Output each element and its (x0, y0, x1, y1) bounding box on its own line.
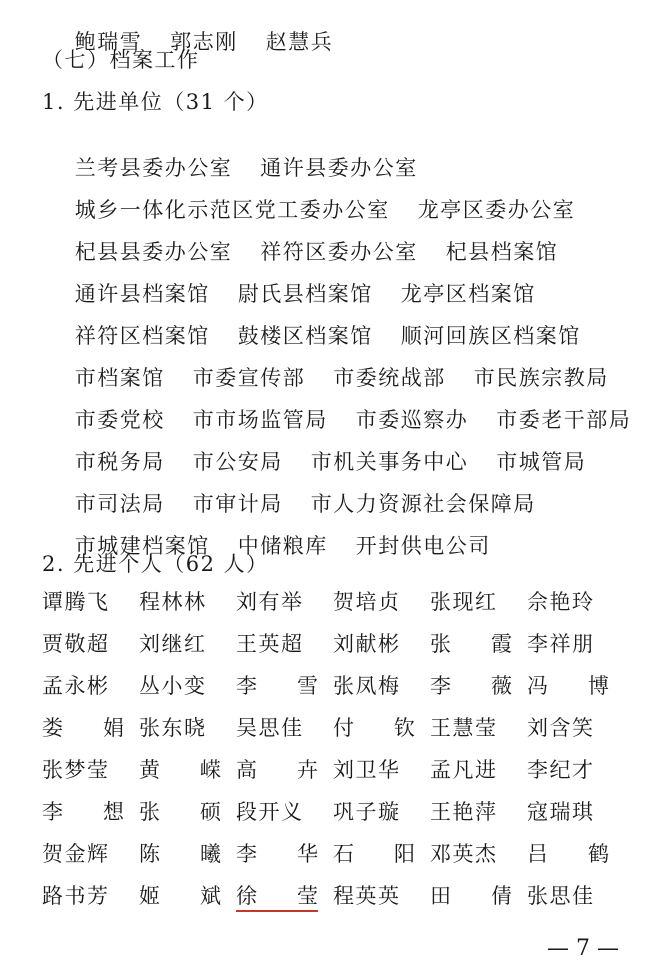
person-name: 谭腾飞 (42, 590, 110, 614)
unit-name: 龙亭区委办公室 (417, 198, 576, 222)
person-name: 邓英杰 (430, 842, 498, 866)
unit-name: 市委统战部 (333, 366, 446, 390)
unit-name: 市司法局 (74, 492, 165, 516)
person-name: 高 卉 (236, 758, 318, 782)
unit-name: 城乡一体化示范区党工委办公室 (74, 198, 390, 222)
unit-name: 开封供电公司 (355, 534, 491, 558)
person-name: 张现红 (430, 590, 498, 614)
unit-name: 市委巡察办 (355, 408, 469, 432)
person-name: 李 想 (42, 800, 124, 824)
unit-name: 杞县县委办公室 (74, 240, 233, 264)
person-name: 贺金辉 (42, 842, 110, 866)
units-heading: 1. 先进单位（31 个） (42, 90, 269, 114)
person-name: 孟永彬 (42, 674, 110, 698)
person-name: 刘含笑 (527, 716, 595, 740)
unit-name: 祥符区委办公室 (260, 240, 418, 264)
unit-name: 顺河回族区档案馆 (400, 324, 581, 348)
unit-name: 龙亭区档案馆 (400, 282, 536, 306)
person-name: 李 雪 (236, 674, 318, 698)
person-name: 石 阳 (333, 842, 415, 866)
person-name: 刘献彬 (333, 632, 401, 656)
unit-name: 市委老干部局 (496, 408, 632, 432)
person-name: 刘卫华 (333, 758, 401, 782)
person-name: 贾敬超 (42, 632, 110, 656)
unit-name: 通许县委办公室 (260, 156, 418, 180)
person-name: 李祥朋 (527, 632, 595, 656)
person-name: 贺培贞 (333, 590, 401, 614)
person-name: 田 倩 (430, 884, 512, 908)
person-name: 郭志刚 (170, 30, 238, 54)
person-name: 刘有举 (236, 590, 304, 614)
person-name: 丛小变 (139, 674, 207, 698)
unit-name: 市委党校 (74, 408, 165, 432)
section-title: （七）档案工作 (42, 48, 200, 72)
person-name: 付 钦 (333, 716, 415, 740)
person-name: 黄 嵘 (139, 758, 221, 782)
unit-name: 市城建档案馆 (74, 534, 210, 558)
person-name: 赵慧兵 (265, 30, 334, 54)
person-name: 张梦莹 (42, 758, 110, 782)
unit-name: 鼓楼区档案馆 (237, 324, 373, 348)
person-name: 吕 鹤 (527, 842, 609, 866)
unit-name: 通许县档案馆 (74, 282, 210, 306)
individuals-grid (42, 590, 624, 926)
person-name: 李 薇 (430, 674, 512, 698)
unit-name: 市民族宗教局 (473, 366, 609, 390)
individuals-heading: 2. 先进个人（62 人） (42, 552, 269, 576)
unit-name: 杞县档案馆 (445, 240, 559, 264)
person-name: 段开义 (236, 800, 304, 824)
unit-name: 市档案馆 (74, 366, 165, 390)
unit-name: 尉氏县档案馆 (237, 282, 373, 306)
person-name: 程林林 (139, 590, 207, 614)
person-name: 姬 斌 (139, 884, 221, 908)
unit-name: 市审计局 (192, 492, 283, 516)
person-name: 巩子璇 (333, 800, 401, 824)
unit-name: 市公安局 (192, 450, 283, 474)
person-name: 王英超 (236, 632, 304, 656)
person-name: 佘艳玲 (527, 590, 595, 614)
person-name: 李纪才 (527, 758, 595, 782)
person-name: 吴思佳 (236, 716, 304, 740)
person-name: 张思佳 (527, 884, 595, 908)
unit-name: 兰考县委办公室 (74, 156, 233, 180)
person-name: 冯 博 (527, 674, 609, 698)
unit-name: 市城管局 (496, 450, 587, 474)
person-name: 王慧莹 (430, 716, 498, 740)
person-name: 寇瑞琪 (527, 800, 595, 824)
unit-name: 市机关事务中心 (310, 450, 469, 474)
person-name: 张 霞 (430, 632, 512, 656)
unit-name: 市市场监管局 (192, 408, 328, 432)
person-name: 娄 娟 (42, 716, 124, 740)
person-name: 张东晓 (139, 716, 207, 740)
person-name: 徐 莹 (236, 884, 318, 912)
person-name: 孟凡进 (430, 758, 498, 782)
person-name: 鲍瑞雪 (74, 30, 143, 54)
person-name: 程英英 (333, 884, 401, 908)
unit-name: 祥符区档案馆 (74, 324, 210, 348)
page-number: — 7 — (547, 936, 619, 961)
person-name: 陈 曦 (139, 842, 221, 866)
person-name: 王艳萍 (430, 800, 498, 824)
unit-name: 市税务局 (74, 450, 165, 474)
person-name: 张凤梅 (333, 674, 401, 698)
person-name: 李 华 (236, 842, 318, 866)
person-name: 刘继红 (139, 632, 207, 656)
person-name: 张 硕 (139, 800, 221, 824)
unit-name: 中储粮库 (237, 534, 328, 558)
unit-name: 市委宣传部 (192, 366, 306, 390)
unit-name: 市人力资源社会保障局 (310, 492, 536, 516)
person-name: 路书芳 (42, 884, 110, 908)
